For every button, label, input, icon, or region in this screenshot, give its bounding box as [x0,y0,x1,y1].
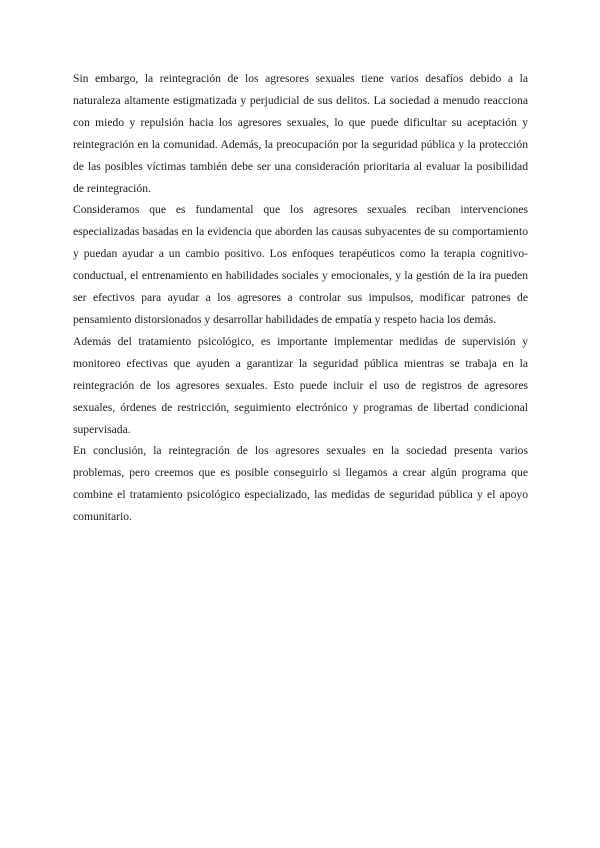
paragraph-supervision-measures: Además del tratamiento psicológico, es importante implementar medidas de supervisión y monitoreo efectivas que ayuden a garantizar la seguridad pública mientras se trabaja en la reintegración de los agresores sexuales. Esto puede incluir el uso de registros de agresores sexuales, órdenes de restricción, seguimiento electrónico y programas de libertad condicional supervisada. [73,334,528,436]
paragraph-reintegration-challenges: Sin embargo, la reintegración de los agresores sexuales tiene varios desafíos debido a la naturaleza altamente estigmatizada y perjudicial de sus delitos. La sociedad a menudo reacciona con miedo y repulsión hacia los agresores sexuales, lo que puede dificultar su aceptación y reintegración en la comunidad. Además, la preocupación por la seguridad pública y la protección de las posibles víctimas también debe ser una consideración prioritaria al evaluar la posibilidad de reintegración. [73,72,528,195]
paragraph-conclusion: En conclusión, la reintegración de los agresores sexuales en la sociedad presenta varios problemas, pero creemos que es posible conseguirlo si llegamos a crear algún programa que combine el tratamiento psicológico especializado, las medidas de seguridad pública y el apoyo comunitario. [73,444,528,524]
paragraph-specialized-interventions: Consideramos que es fundamental que los agresores sexuales reciban intervenciones especializadas basadas en la evidencia que aborden las causas subyacentes de su comportamiento y puedan ayudar a un cambio positivo. Los enfoques terapéuticos como la terapia cognitivo-conductual, el entrenamiento en habilidades sociales y emocionales, y la gestión de la ira pueden ser efectivos para ayudar a los agresores a controlar sus impulsos, modificar patrones de pensamiento distorsionados y desarrollar habilidades de empatía y respeto hacia los demás. [73,203,528,326]
document-body [73,68,528,528]
